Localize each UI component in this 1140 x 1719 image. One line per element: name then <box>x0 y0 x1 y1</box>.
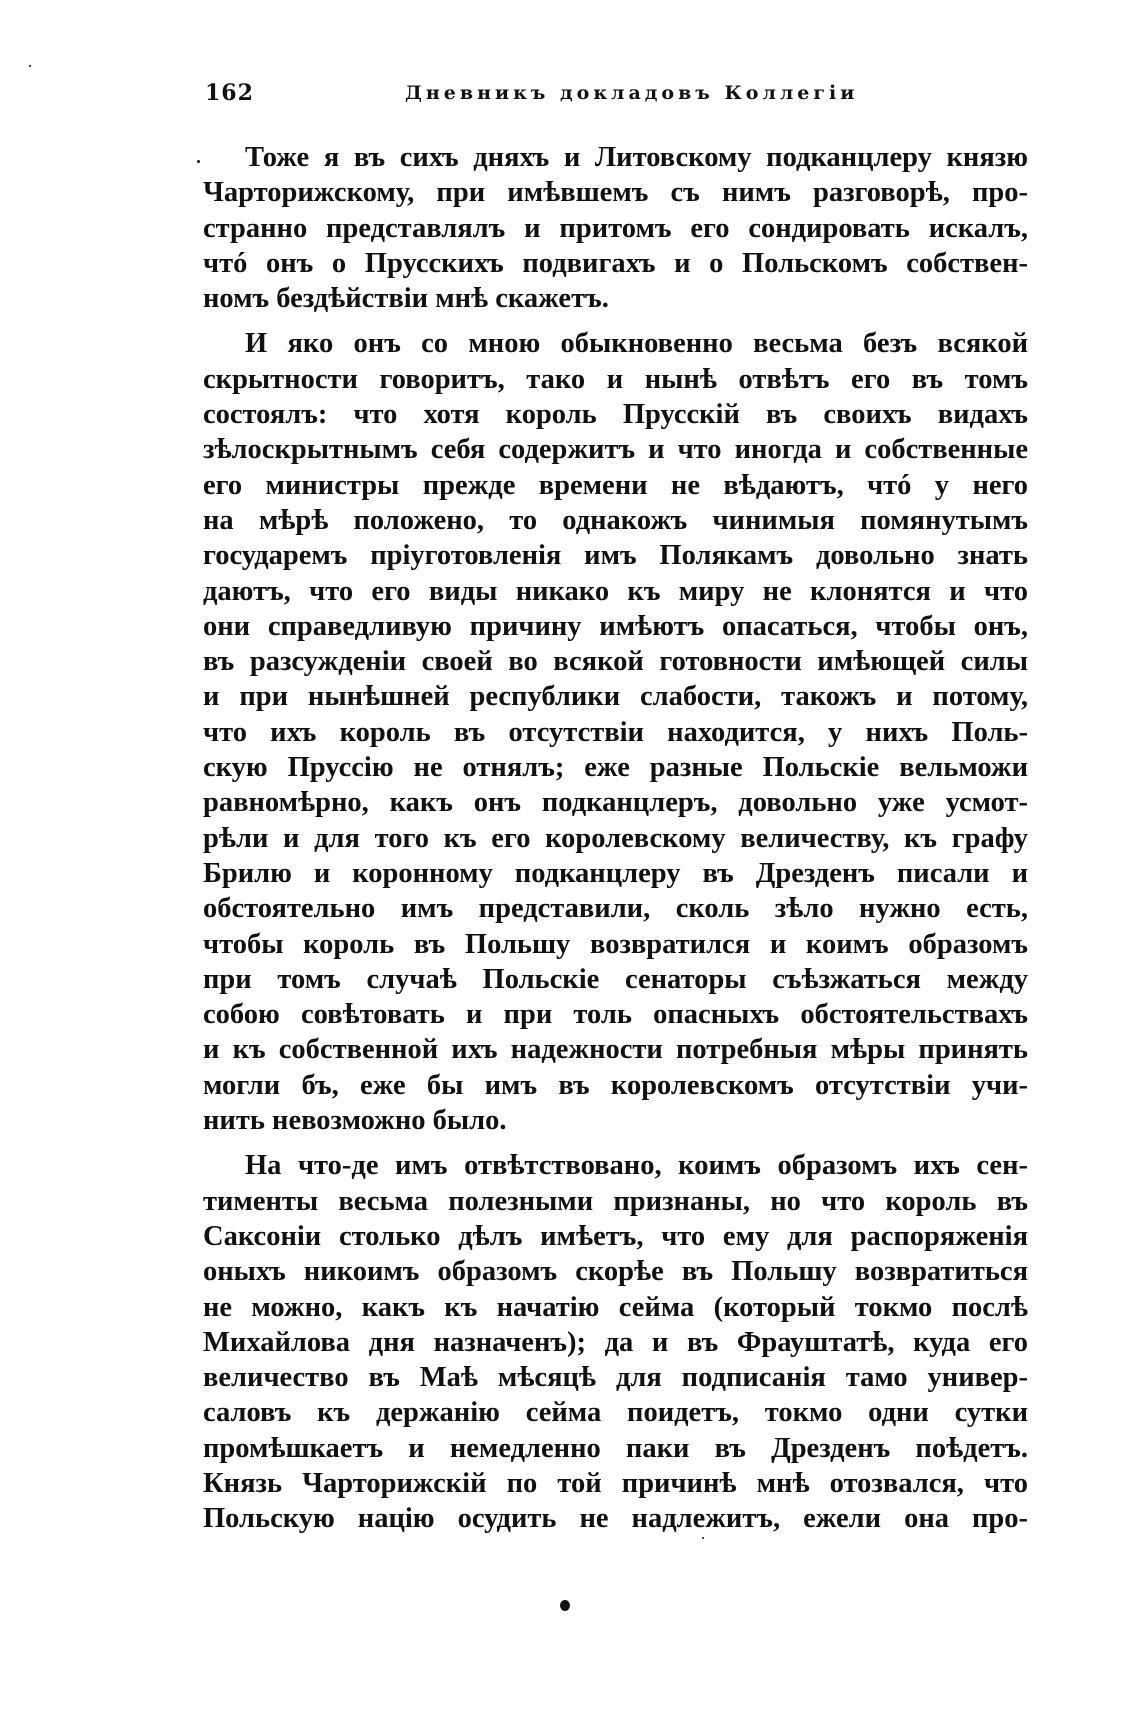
text-line: они справедливую причину имѣютъ опасаться, чтобы онъ, <box>203 610 1028 642</box>
text-line: могли бъ, еже бы имъ въ королевскомъ отсутствіи учи- <box>203 1069 1028 1101</box>
text-line: чтобы король въ Польшу возвратился и коимъ образомъ <box>203 928 1028 960</box>
text-line: на мѣрѣ положено, то однакожъ чинимыя помянутымъ <box>203 504 1028 536</box>
text-line: Брилю и коронному подканцлеру въ Дрезденъ писали и <box>203 857 1028 889</box>
text-line: зѣлоскрытнымъ себя содержитъ и что иногда и собственные <box>203 434 1028 466</box>
text-line: обстоятельно имъ представили, сколь зѣло нужно есть, <box>203 893 1028 925</box>
text-line: и къ собственной ихъ надежности потребныя мѣры принять <box>203 1034 1028 1066</box>
text-line: На что-де имъ отвѣтствовано, коимъ образомъ ихъ сен- <box>245 1150 1028 1182</box>
scan-speck <box>702 1537 704 1539</box>
text-line: что ихъ король въ отсутствіи находится, у нихъ Поль- <box>203 716 1028 748</box>
text-line: тименты весьма полезными признаны, но что король въ <box>203 1185 1028 1217</box>
text-line: номъ бездѣйствіи мнѣ скажетъ. <box>203 283 609 315</box>
text-line: даютъ, что его виды никако къ миру не клонятся и что <box>203 575 1028 607</box>
text-line: состоялъ: что хотя король Прусскій въ своихъ видахъ <box>203 399 1028 431</box>
text-line: величество въ Маѣ мѣсяцѣ для подписанія тамо универ- <box>203 1362 1028 1394</box>
body-text <box>203 140 1028 1547</box>
text-line: въ разсужденіи своей во всякой готовности имѣющей силы <box>203 646 1028 678</box>
text-line: нить невозможно было. <box>203 1105 507 1137</box>
text-line: оныхъ никоимъ образомъ скорѣе въ Польшу возвратиться <box>203 1256 1028 1288</box>
text-line: рѣли и для того къ его королевскому величеству, къ графу <box>203 822 1028 854</box>
text-line: И яко онъ со мною обыкновенно весьма безъ всякой <box>245 328 1028 360</box>
running-title: Дневникъ докладовъ Коллегіи <box>405 82 859 104</box>
text-line: Михайлова дня назначенъ); да и въ Фрауштатѣ, куда его <box>203 1326 1028 1358</box>
text-line: саловъ къ держанію сейма поидетъ, токмо одни сутки <box>203 1397 1028 1429</box>
scan-speck <box>29 65 31 67</box>
paragraph-2 <box>203 326 1028 1138</box>
text-line: собою совѣтовать и при толь опасныхъ обстоятельствахъ <box>203 999 1028 1031</box>
page-number: 162 <box>205 80 254 106</box>
paragraph-1 <box>203 140 1028 316</box>
text-line: государемъ пріуготовленія имъ Полякамъ довольно знать <box>203 540 1028 572</box>
text-line: Князь Чарторижскій по той причинѣ мнѣ отозвался, что <box>203 1467 1028 1499</box>
text-line: при томъ случаѣ Польскіе сенаторы съѣзжаться между <box>203 963 1028 995</box>
text-line: и при нынѣшней республики слабости, такожъ и потому, <box>203 681 1028 713</box>
text-line: Польскую націю осудить не надлежитъ, ежели она про- <box>203 1503 1028 1535</box>
text-line: Саксоніи столько дѣлъ имѣетъ, что ему для распоряженія <box>203 1220 1028 1252</box>
text-line: его министры прежде времени не вѣдаютъ, чтó у него <box>203 469 1028 501</box>
text-line: чтó онъ о Прусскихъ подвигахъ и о Польскомъ собствен- <box>203 247 1028 279</box>
text-line: промѣшкаетъ и немедленно паки въ Дрезденъ поѣдетъ. <box>203 1432 1028 1464</box>
text-line: не можно, какъ къ начатію сейма (который токмо послѣ <box>203 1291 1028 1323</box>
text-line: скрытности говоритъ, тако и нынѣ отвѣтъ его въ томъ <box>203 363 1028 395</box>
paragraph-3 <box>203 1148 1028 1536</box>
text-line: Тоже я въ сихъ дняхъ и Литовскому подканцлеру князю <box>245 142 1028 173</box>
scan-speck <box>197 160 200 163</box>
page-header <box>205 80 1030 116</box>
text-line: странно представлялъ и притомъ его сондировать искалъ, <box>203 212 1028 244</box>
text-line: скую Пруссію не отнялъ; еже разные Польскіе вельможи <box>203 752 1028 784</box>
text-line: Чарторижскому, при имѣвшемъ съ нимъ разговорѣ, про- <box>203 177 1028 209</box>
scan-speck <box>560 1600 570 1611</box>
text-line: равномѣрно, какъ онъ подканцлеръ, довольно уже усмот- <box>203 787 1028 819</box>
